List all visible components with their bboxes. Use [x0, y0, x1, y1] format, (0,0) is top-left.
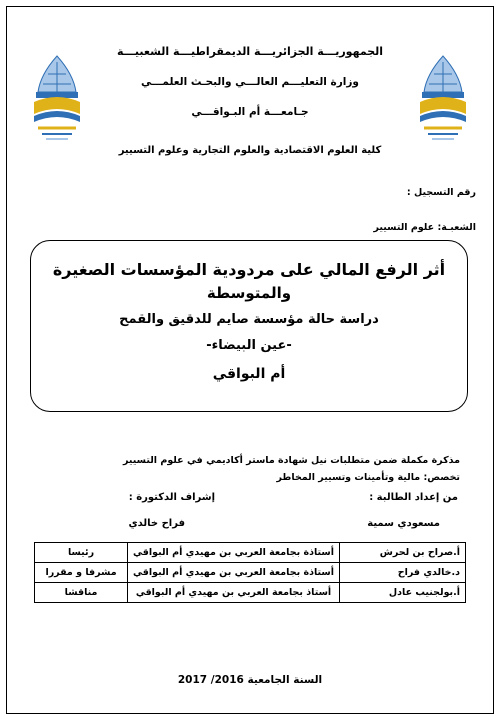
table-row: [35, 563, 466, 583]
jury-member-name: د.خالدي فراح: [340, 563, 466, 583]
jury-member-role: رئيسا: [35, 543, 128, 563]
university-logo-right: [412, 52, 474, 144]
jury-member-position: أستاذ بجامعة العربي بن مهيدي أم البواقي: [128, 583, 340, 603]
republic-heading: الجمهوريـــة الجزائريـــة الديمقراطيـــة الشعبيـــة: [116, 45, 384, 58]
ministry-heading: وزارة التعليـــم العالـــي والبحـث العلمـــي: [141, 76, 359, 88]
student-name: مسعودي سمية: [367, 518, 440, 529]
thesis-title-line2: والمتوسطة: [206, 284, 292, 302]
academic-year: السنة الجامعية 2016/ 2017: [177, 674, 323, 686]
thesis-title-box: [30, 240, 468, 412]
faculty-heading: كلية العلوم الاقتصادية والعلوم التجارية وعلوم التسيير: [118, 145, 382, 156]
registration-number-label: رقم التسجيل :: [406, 187, 476, 198]
province-line: أم البواقي: [212, 366, 286, 382]
student-label: من إعداد الطالبة :: [369, 492, 458, 503]
jury-member-name: أ.بولجنيب عادل: [340, 583, 466, 603]
supervisor-label: إشراف الدكتورة :: [128, 492, 215, 503]
jury-member-role: مناقشا: [35, 583, 128, 603]
jury-member-position: أستاذة بجامعة العربي بن مهيدي أم البواقي: [128, 543, 340, 563]
jury-table: [34, 542, 466, 603]
table-row: [35, 583, 466, 603]
supervisor-name: فراح خالدي: [128, 518, 185, 529]
branch-label: الشعبـة: علوم التسيير: [373, 222, 476, 233]
specialty-line: تخصص: مالية وتأمينات وتسيير المخاطر: [276, 472, 460, 483]
university-heading: جـامعـــة أم البـواقـــي: [191, 106, 309, 118]
table-row: [35, 543, 466, 563]
jury-member-name: أ.صراح بن لحرش: [340, 543, 466, 563]
jury-member-position: أستاذة بجامعة العربي بن مهيدي أم البواقي: [128, 563, 340, 583]
university-logo-left: [26, 52, 88, 144]
case-study-line: دراسة حالة مؤسسة صايم للدقيق والقمح: [119, 312, 379, 327]
memo-description: مذكرة مكملة ضمن متطلبات نيل شهادة ماستر أكاديمي في علوم التسيير: [123, 455, 460, 466]
thesis-title-line1: أثر الرفع المالي على مردودية المؤسسات الصغيرة: [52, 260, 446, 279]
jury-member-role: مشرفا و مقررا: [35, 563, 128, 583]
city-line: -عين البيضاء-: [206, 338, 292, 353]
